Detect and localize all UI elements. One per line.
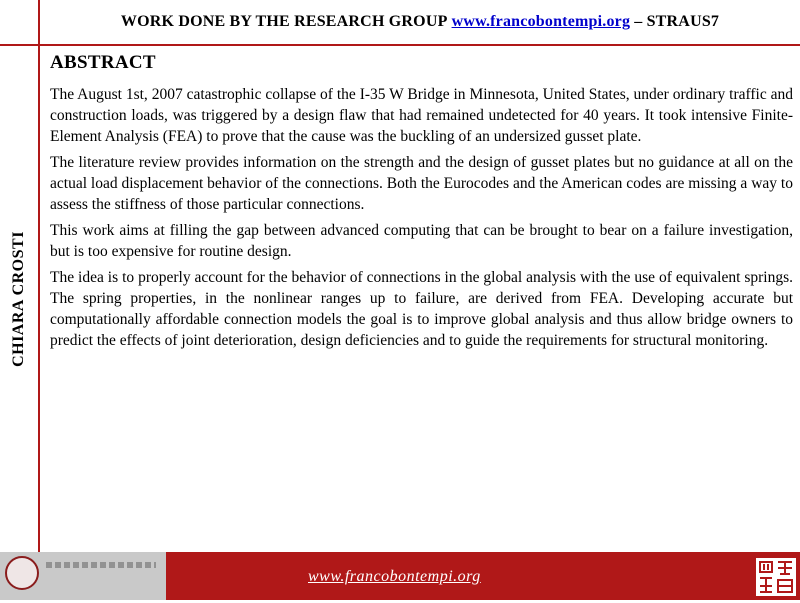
header (40, 0, 800, 44)
abstract-section (50, 52, 793, 356)
header-website-link[interactable]: www.francobontempi.org (451, 13, 631, 30)
header-divider (0, 44, 800, 46)
footer-website-link[interactable]: www.francobontempi.org (308, 568, 481, 585)
abstract-heading: ABSTRACT (50, 52, 156, 73)
university-logo-wordmark (46, 562, 156, 568)
vertical-divider (38, 0, 40, 552)
abstract-paragraph: This work aims at filling the gap between advanced computing that can be brought to bear on a failure investigation, but is too expensive for routine design. (50, 222, 793, 260)
university-logo (0, 552, 166, 600)
footer-bar (0, 552, 800, 600)
abstract-paragraph: The idea is to properly account for the behavior of connections in the global analysis with the use of equivalent springs. The spring properties, in the nonlinear ranges up to failure, are derived from FEA. Developing accurate but computationally affordable connection models the goal is to improve global analysis and thus allow bridge owners to predict the effects of joint deterioration, design deficiencies and to guide the requirements for structural monitoring. (50, 269, 793, 349)
stamp-logo-icon (754, 556, 798, 598)
author-name: CHIARA CROSTI (10, 231, 28, 367)
author-sidebar (0, 46, 38, 552)
header-title-suffix: – STRAUS7 (634, 13, 720, 30)
university-seal-icon (5, 556, 39, 590)
research-group-logo (754, 556, 798, 598)
header-title: WORK DONE BY THE RESEARCH GROUP (120, 13, 448, 30)
abstract-paragraph: The August 1st, 2007 catastrophic collapse of the I-35 W Bridge in Minnesota, United States, under ordinary traffic and construction loads, was triggered by a design flaw that had remained undetected for 40 years. It took intensive Finite-Element Analysis (FEA) to prove that the cause was the buckling of an undersized gusset plate. (50, 86, 793, 145)
abstract-paragraph: The literature review provides information on the strength and the design of gusset plates but no guidance at all on the actual load displacement behavior of the connections. Both the Eurocodes and the American codes are missing a way to assess the stiffness of those particular connections. (50, 154, 793, 213)
